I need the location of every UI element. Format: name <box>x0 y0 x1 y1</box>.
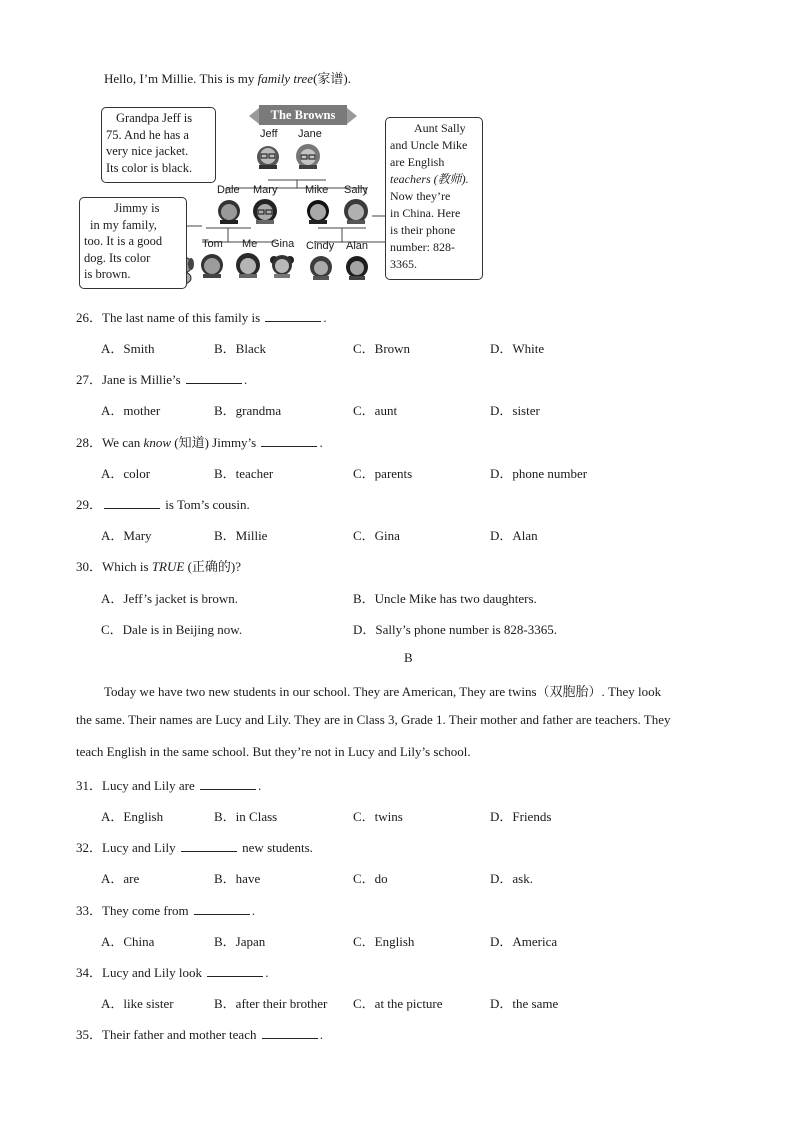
q26-option-b[interactable]: B．Black <box>214 341 266 356</box>
q35-stem: 35．Their father and mother teach <box>76 1027 260 1042</box>
box-sally-line: are English <box>390 155 445 169</box>
intro-italic: family tree <box>257 71 314 86</box>
question-27 <box>76 369 247 388</box>
box-jimmy-line: in my family, <box>90 217 157 232</box>
q31-option-b[interactable]: B．in Class <box>214 809 278 824</box>
box-sally-line: and Uncle Mike <box>390 138 468 152</box>
q26-option-d[interactable]: D．White <box>490 341 545 356</box>
q29-stem-end: is Tom’s cousin. <box>162 497 250 512</box>
name-gina: Gina <box>271 238 295 250</box>
q33-option-c[interactable]: C．English <box>353 934 415 949</box>
q30-stem: 30．Which is <box>76 559 152 574</box>
q33-option-a[interactable]: A．China <box>101 934 155 949</box>
tom-face-icon <box>199 252 225 278</box>
box-jimmy-line: is brown. <box>84 267 131 281</box>
dale-face-icon <box>216 198 242 224</box>
q29-stem: 29． <box>76 497 103 512</box>
q27-option-a[interactable]: A．mother <box>101 403 161 418</box>
q32-option-a[interactable]: A．are <box>101 871 140 886</box>
section-b-label: B <box>404 650 413 665</box>
info-box-grandpa-jeff <box>101 107 216 183</box>
q33-option-d[interactable]: D．America <box>490 934 558 949</box>
q31-option-d[interactable]: D．Friends <box>490 809 552 824</box>
grandpa-jeff-face-icon <box>255 143 281 169</box>
q28-option-b[interactable]: B．teacher <box>214 466 274 481</box>
answer-blank[interactable] <box>186 372 242 384</box>
intro-suffix: (家谱). <box>313 71 351 86</box>
q26-stem-end: . <box>323 310 327 325</box>
q26-option-c[interactable]: C．Brown <box>353 341 411 356</box>
q30-option-c[interactable]: C．Dale is in Beijing now. <box>101 622 243 637</box>
q28-option-d[interactable]: D．phone number <box>490 466 588 481</box>
q34-stem: 34．Lucy and Lily look <box>76 965 206 980</box>
passage-line-2: the same. Their names are Lucy and Lily. They are in Class 3, Grade 1. Their mother and father are teachers. They <box>76 712 671 727</box>
mary-face-icon <box>252 198 278 224</box>
q35-stem-end: . <box>319 1027 323 1042</box>
question-26 <box>76 307 327 326</box>
box-sally-line: number: 828- <box>390 240 455 254</box>
question-29 <box>76 494 250 513</box>
passage-line-3: teach English in the same school. But they’re not in Lucy and Lily’s school. <box>76 744 471 759</box>
q30-option-b[interactable]: B．Uncle Mike has two daughters. <box>353 591 537 606</box>
question-34 <box>76 962 269 981</box>
intro-prefix: Hello, I’m Millie. This is my <box>104 71 258 86</box>
question-35 <box>76 1024 323 1043</box>
answer-blank[interactable] <box>261 435 317 447</box>
q28-stem-italic: know <box>143 435 171 450</box>
q34-option-d[interactable]: D．the same <box>490 996 559 1011</box>
info-box-sally-mike <box>385 117 483 280</box>
question-33 <box>76 900 255 919</box>
alan-face-icon <box>344 254 370 280</box>
gina-face-icon <box>269 252 295 278</box>
answer-blank[interactable] <box>194 903 250 915</box>
answer-blank[interactable] <box>200 778 256 790</box>
q30-stem-italic: TRUE <box>151 559 185 574</box>
answer-blank[interactable] <box>104 497 160 509</box>
tree-banner: The Browns <box>259 105 347 125</box>
q33-stem-end: . <box>251 903 256 918</box>
q29-option-b[interactable]: B．Millie <box>214 528 268 543</box>
q33-stem: 33．They come from <box>76 903 192 918</box>
box-sally-line: Aunt Sally <box>414 121 466 135</box>
grandma-jane-face-icon <box>295 143 321 169</box>
question-32 <box>76 837 313 856</box>
q27-option-d[interactable]: D．sister <box>490 403 540 418</box>
name-dale: Dale <box>217 184 240 196</box>
box-sally-line: Now they’re <box>390 189 451 203</box>
box-sally-line: 3365. <box>390 257 417 271</box>
q31-stem-end: . <box>258 778 262 793</box>
passage-line-1: Today we have two new students in our school. They are American, They are twins（双胞胎）. They look <box>104 684 662 699</box>
q34-stem-end: . <box>265 965 269 980</box>
q26-stem: 26．The last name of this family is <box>76 310 264 325</box>
q27-stem-end: . <box>243 372 248 387</box>
answer-blank[interactable] <box>265 310 321 322</box>
q28-stem-end: . <box>319 435 323 450</box>
q28-stem: 28．We can <box>76 435 144 450</box>
q32-stem: 32．Lucy and Lily <box>76 840 179 855</box>
q32-stem-end: new students. <box>238 840 313 855</box>
name-cindy: Cindy <box>306 240 335 252</box>
box-sally-line: teachers (教师). <box>390 172 469 186</box>
family-tree-figure <box>76 100 486 292</box>
q27-option-b[interactable]: B．grandma <box>214 403 282 418</box>
mike-face-icon <box>305 198 331 224</box>
name-mike: Mike <box>305 184 329 196</box>
q29-option-d[interactable]: D．Alan <box>490 528 538 543</box>
q29-option-a[interactable]: A．Mary <box>101 528 152 543</box>
question-30 <box>76 556 241 575</box>
q31-option-c[interactable]: C．twins <box>353 809 403 824</box>
box-jeff-line: Grandpa Jeff is <box>116 111 193 125</box>
cindy-face-icon <box>308 254 334 280</box>
question-31 <box>76 775 261 794</box>
box-jeff-line: Its color is black. <box>106 160 193 175</box>
q33-option-b[interactable]: B．Japan <box>214 934 266 949</box>
q32-option-b[interactable]: B．have <box>214 871 261 886</box>
box-jimmy-line: too. It is a good <box>84 234 163 248</box>
name-mary: Mary <box>253 184 278 196</box>
answer-blank[interactable] <box>262 1027 318 1039</box>
q31-stem: 31．Lucy and Lily are <box>76 778 199 793</box>
box-jimmy-line: dog. Its color <box>84 250 151 265</box>
box-jeff-line: very nice jacket. <box>106 144 189 158</box>
q26-option-a[interactable]: A．Smith <box>101 341 155 356</box>
q32-option-c[interactable]: C．do <box>353 871 388 886</box>
answer-blank[interactable] <box>181 840 237 852</box>
sally-face-icon <box>343 198 369 224</box>
q30-option-d[interactable]: D．Sally’s phone number is 828-3365. <box>353 622 558 637</box>
q28-option-c[interactable]: C．parents <box>353 466 413 481</box>
name-tom: Tom <box>202 238 223 250</box>
box-jeff-line: 75. And he has a <box>106 127 189 142</box>
q27-stem: 27．Jane is Millie’s <box>76 372 184 387</box>
name-me: Me <box>242 238 258 250</box>
q28-stem-mid: (知道) Jimmy’s <box>171 435 260 450</box>
box-sally-line: in China. Here <box>390 206 461 220</box>
name-jane: Jane <box>298 128 322 140</box>
info-box-jimmy <box>79 197 187 289</box>
q30-stem-end: (正确的)? <box>184 559 242 574</box>
answer-blank[interactable] <box>207 965 263 977</box>
name-jeff: Jeff <box>260 128 278 140</box>
q34-option-b[interactable]: B．after their brother <box>214 996 328 1011</box>
name-alan: Alan <box>346 240 369 252</box>
box-jimmy-line: Jimmy is <box>114 201 160 215</box>
q32-option-d[interactable]: D．ask. <box>490 871 533 886</box>
intro-text <box>104 68 351 87</box>
q34-option-c[interactable]: C．at the picture <box>353 996 443 1011</box>
q31-option-a[interactable]: A．English <box>101 809 164 824</box>
q27-option-c[interactable]: C．aunt <box>353 403 398 418</box>
box-sally-line: is their phone <box>390 223 456 237</box>
q30-option-a[interactable]: A．Jeff’s jacket is brown. <box>101 591 238 606</box>
question-28 <box>76 432 323 451</box>
q28-option-a[interactable]: A．color <box>101 466 151 481</box>
q29-option-c[interactable]: C．Gina <box>353 528 400 543</box>
me-face-icon <box>235 252 261 278</box>
q34-option-a[interactable]: A．like sister <box>101 996 174 1011</box>
name-sally: Sally <box>344 184 368 196</box>
